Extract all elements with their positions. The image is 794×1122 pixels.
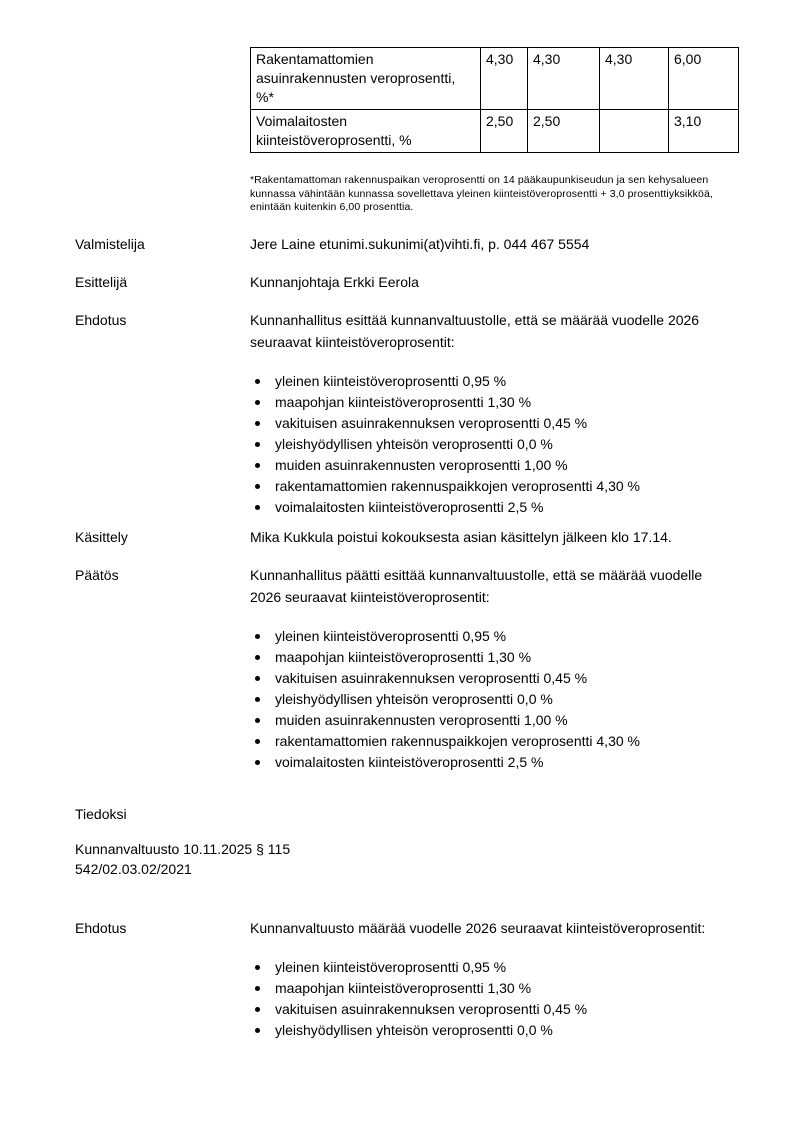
section-label: Käsittely <box>75 528 128 545</box>
section-content: Kunnanhallitus päätti esittää kunnanvaltuustolle, että se määrää vuodelle 2026 seuraavat kiinteistöveroprosentit: <box>250 566 703 605</box>
table-cell-row-label: Voimalaitosten kiinteistöveroprosentti, % <box>251 110 481 153</box>
list-item: yleishyödyllisen yhteisön veroprosentti 0,0 % <box>250 689 732 710</box>
list-item: yleinen kiinteistöveroprosentti 0,95 % <box>250 626 732 647</box>
list-item: vakituisen asuinrakennuksen veroprosentti 0,45 % <box>250 668 732 689</box>
list-item: yleinen kiinteistöveroprosentti 0,95 % <box>250 957 732 978</box>
section-label: Valmistelija <box>75 235 145 252</box>
list-item: yleishyödyllisen yhteisön veroprosentti 0,0 % <box>250 1020 732 1041</box>
section-esittelija <box>75 271 754 293</box>
table-cell-value: 4,30 <box>481 48 528 110</box>
section-label: Päätös <box>75 566 119 583</box>
reference-block <box>75 839 754 879</box>
section-tiedoksi <box>75 803 754 825</box>
section-label: Ehdotus <box>75 311 127 328</box>
section-content: Jere Laine etunimi.sukunimi(at)vihti.fi, p. 044 467 5554 <box>250 235 590 252</box>
section-paatos <box>75 564 754 608</box>
section-label: Esittelijä <box>75 273 128 290</box>
paatos-bullet-list <box>250 626 732 773</box>
ehdotus-bullet-list <box>250 371 732 518</box>
list-item: yleinen kiinteistöveroprosentti 0,95 % <box>250 371 732 392</box>
section-content: Mika Kukkula poistui kokouksesta asian käsittelyn jälkeen klo 17.14. <box>250 528 672 545</box>
table-cell-value: 4,30 <box>600 48 669 110</box>
list-item: vakituisen asuinrakennuksen veroprosentti 0,45 % <box>250 999 732 1020</box>
table-cell-value: 2,50 <box>481 110 528 153</box>
table-cell-value <box>600 110 669 153</box>
section-ehdotus-kv <box>75 917 754 939</box>
section-content: Kunnanvaltuusto määrää vuodelle 2026 seuraavat kiinteistöveroprosentit: <box>250 919 706 936</box>
list-item: yleishyödyllisen yhteisön veroprosentti 0,0 % <box>250 434 732 455</box>
section-content: Kunnanhallitus esittää kunnanvaltuustolle, että se määrää vuodelle 2026 seuraavat kiinteistöveroprosentit: <box>250 311 700 350</box>
reference-line: 542/02.03.02/2021 <box>75 860 192 877</box>
list-item: muiden asuinrakennusten veroprosentti 1,00 % <box>250 455 732 476</box>
list-item: maapohjan kiinteistöveroprosentti 1,30 % <box>250 647 732 668</box>
list-item: rakentamattomien rakennuspaikkojen veroprosentti 4,30 % <box>250 731 732 752</box>
list-item: muiden asuinrakennusten veroprosentti 1,00 % <box>250 710 732 731</box>
section-ehdotus <box>75 309 754 353</box>
tax-rate-table <box>250 47 739 153</box>
ehdotus-kv-bullet-list <box>250 957 732 1041</box>
table-cell-value: 6,00 <box>669 48 739 110</box>
table-row <box>251 110 739 153</box>
section-label: Ehdotus <box>75 919 127 936</box>
section-valmistelija <box>75 233 754 255</box>
table-row <box>251 48 739 110</box>
section-content: Kunnanjohtaja Erkki Eerola <box>250 273 419 290</box>
list-item: voimalaitosten kiinteistöveroprosentti 2,5 % <box>250 497 732 518</box>
section-kasittely <box>75 526 754 548</box>
list-item: vakituisen asuinrakennuksen veroprosentti 0,45 % <box>250 413 732 434</box>
list-item: maapohjan kiinteistöveroprosentti 1,30 % <box>250 392 732 413</box>
list-item: maapohjan kiinteistöveroprosentti 1,30 % <box>250 978 732 999</box>
table-cell-row-label: Rakentamattomien asuinrakennusten veroprosentti, %* <box>251 48 481 110</box>
table-cell-value: 2,50 <box>528 110 600 153</box>
list-item: rakentamattomien rakennuspaikkojen veroprosentti 4,30 % <box>250 476 732 497</box>
table-cell-value: 4,30 <box>528 48 600 110</box>
section-label: Tiedoksi <box>75 805 127 822</box>
table-cell-value: 3,10 <box>669 110 739 153</box>
table-footnote: *Rakentamattoman rakennuspaikan veroprosentti on 14 pääkaupunkiseudun ja sen kehysalueen kunnassa vähintään kunnassa sovellettava yleinen kiinteistöveroprosentti + 3,0 prosenttiyksikköä, enintään kuitenkin 6,00 prosenttia. <box>250 174 713 213</box>
list-item: voimalaitosten kiinteistöveroprosentti 2,5 % <box>250 752 732 773</box>
reference-line: Kunnanvaltuusto 10.11.2025 § 115 <box>75 840 291 857</box>
